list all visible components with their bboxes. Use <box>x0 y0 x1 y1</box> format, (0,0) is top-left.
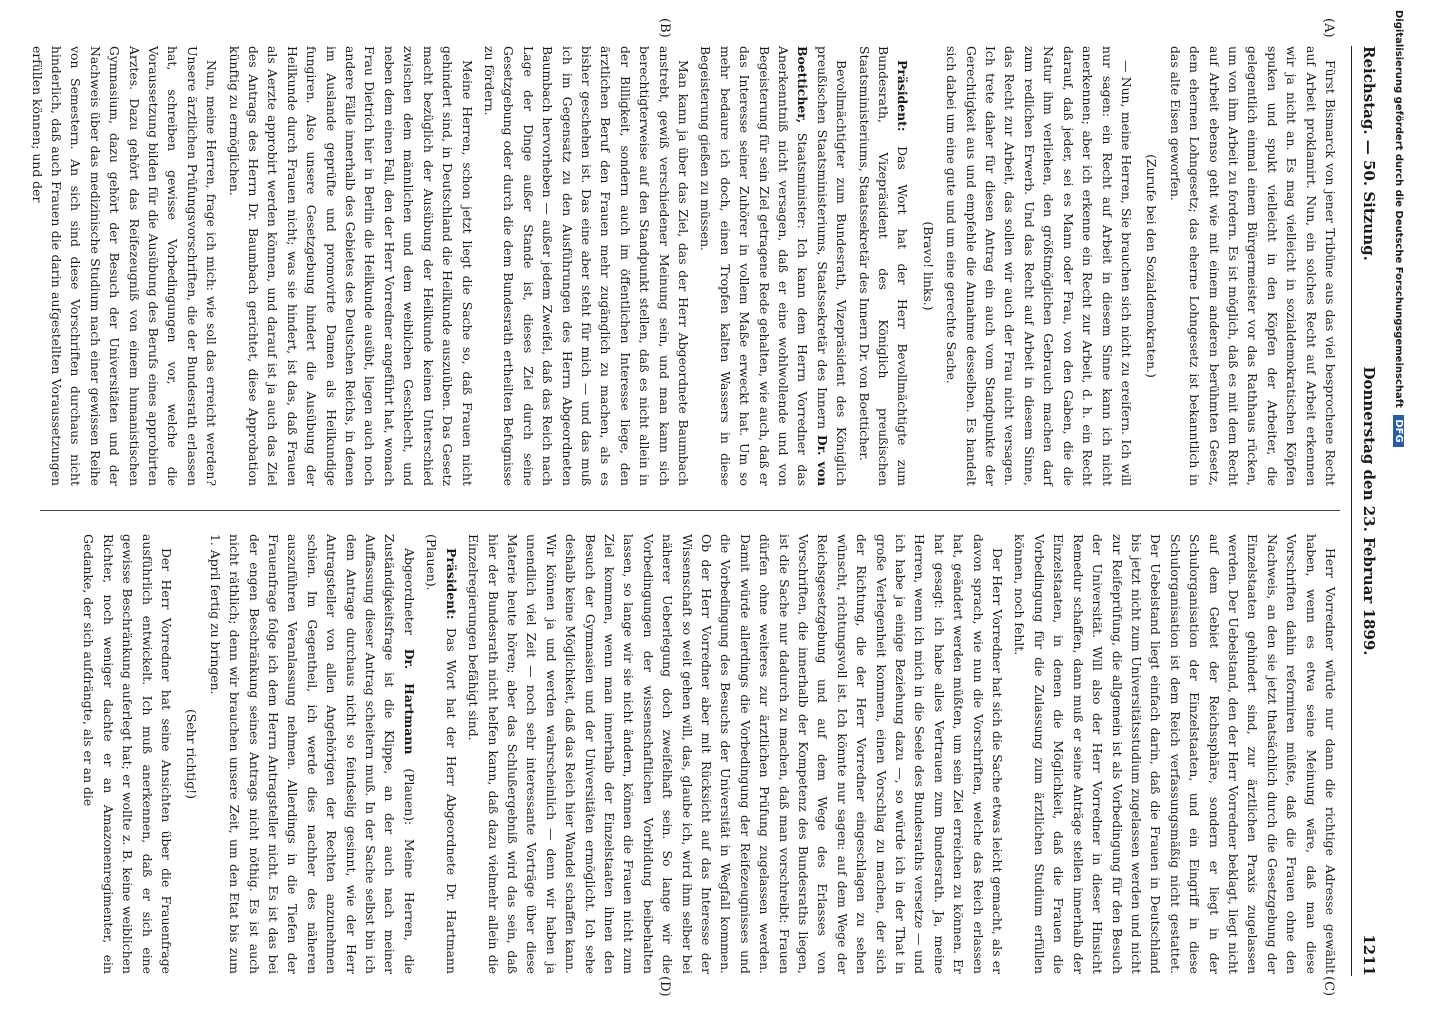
speech-paragraph <box>696 46 851 486</box>
body-paragraph: Herr Vorredner würde nur dann die richtige Adresse gewählt haben, wenn es etwa seine Meinung wäre, daß man diese Vorschriften dahin reformiren müßte, daß die Frauen ohne den Nachweis, an den sie jetzt thatsächlich durch die Gesetzgebung der Einzelstaaten gehindert sind, zur ärztlichen Praxis zugelassen werden. Der Uebelstand, den der Herr Vorredner beklagt, liegt nicht auf dem Gebiet der Reichssphäre, sondern er liegt in der Schulorganisation der Einzelstaaten, und ein Eingriff in diese Schulorganisation ist dem Reich verfassungsmäßig nicht gestattet. Der Uebelstand liegt einfach darin, daß die Frauen in Deutschland bis jetzt nicht zum Universitätsstudium zugelassen werden und nicht zur Reifeprüfung, die allgemein ist als Vorbedingung für den Besuch der Universität. Will also der Herr Vorredner in dieser Hinsicht Remedur schaffen, dann muß er seine Anträge stellen innerhalb der Einzelstaaten, in denen die Möglichkeit, daß die Frauen die Vorbedingung für die Zulassung zum ärztlichen Studium erfüllen können, noch fehlt. <box>1012 534 1338 974</box>
text-columns <box>29 46 1340 976</box>
stage-direction: (Bravo! links.) <box>920 221 936 311</box>
speech-paragraph <box>205 534 418 974</box>
body-paragraph: Der Herr Vorredner hat sich die Sache etwas leicht gemacht, als er davon sprach, wie nun die Vorschriften, welche das Reich erlassen hat, geändert werden müßten, um sein Ziel erreichen zu können. Er hat gesagt: ich habe alles Vertrauen zum Bundesrath. Ja, meine Herren, wenn ich mich in die Seele des Bundesraths versetze — und ich habe ja einige Beziehung dazu —, so würde ich in der That in große Verlegenheit kommen, einen Vorschlag zu machen, der sich der Richtung, die der Herr Vorredner eingeschlagen zu sehen wünscht, richtungsvoll ist. Ich könnte nur sagen: auf dem Wege der Reichsgesetzgebung und auf dem Wege des Erlasses von Vorschriften, die innerhalb der Kompetenz des Bundesraths liegen, ist die Sache nur dadurch zu machen, daß man vorschreibt: Frauen dürfen ohne weiteres zur ärztlichen Prüfung zugelassen werden. Damit würde allerdings die Vorbedingung der Reifezeugnisses und die Vorbedingung des Besuchs der Universität in Wegfall kommen. Ob der Herr Vorredner aber mit Rücksicht auf das Interesse der Wissenschaft so weit gehen will, das, glaube ich, wird ihm selber bei näherer Ueberlegung doch zweifelhaft sein. So lange wir die Vorbedingungen der wissenschaftlichen Vorbildung beibehalten lassen, so lange wir sie nicht ändern, können die Frauen nicht zum Ziel kommen, wenn man innerhalb der Einzelstaaten ihnen den Besuch der Gymnasien und der Universitäten ermöglicht. Ich sehe deshalb keine Möglichkeit, daß das Reich hier Wandel schaffen kann. Wir können ja und werden wahrscheinlich — denn wir haben ja unendlich viel Zeit — noch sehr interessante Vorträge über diese Materie heute hören; aber das Schlußergebniß wird das sein, daß hier der Bundesrath nicht helfen kann, daß dazu vielmehr allein die Einzelregierungen befähigt sind. <box>466 534 1006 974</box>
page-number: 1211 <box>1360 934 1378 976</box>
body-paragraph: Der Herr Vorredner hat seine Ansichten über die Frauenfrage ausführlich entwickelt. Ich muß anerkennen, daß er sich eine gewisse Beschränkung auferlegt hat; er wollte z. B. keine weiblichen Richter, noch weniger dachte er an Amazonenregimenter, ein Gedanke, der sich aufdrängte, als er an die <box>81 534 175 974</box>
body-paragraph: Fürst Bismarck von jener Tribüne aus das viel besprochene Recht auf Arbeit proklamirt. Nun, ein solches Recht auf Arbeit erkennen wir ja nicht an. Es mag vielleicht in sozialdemokratischen Köpfen spuken und spukt vielleicht in den Köpfen der Arbeiter, die gelegentlich einmal einem Bürgermeister vor das Rathhaus rücken, um von ihm Arbeit zu fordern. Es ist möglich, daß es mit dem Recht auf Arbeit ebenso geht wie mit einem anderen berühmten Gesetz, dem ehernen Lohngesetz; das eherne Lohngesetz ist bekanntlich in das alte Eisen geworfen. <box>1167 46 1338 486</box>
body-paragraph: Man kann ja über das Ziel, das der Herr Abgeordnete Baumbach anstrebt, gewiß verschiedener Meinung sein, und man kann sich berechtigterweise auf den Standpunkt stellen, daß es nicht allein in der Billigkeit, sondern auch im öffentlichen Interesse liege, den ärztlichen Beruf den Frauen mehr zugänglich zu machen, als es bisher geschehen ist. Das eine aber steht für mich — und das muß ich im Gegensatz zu den Ausführungen des Herrn Abgeordneten Baumbach hervorheben — außer jedem Zweifel, daß das Reich nach Lage der Dinge außer Stande ist, dieses Ziel durch seine Gesetzgebung oder durch die dem Bundesrath ertheilten Befugnisse zu fördern. <box>481 46 691 486</box>
speaker-role: Bevollmächtigter zum Bundesrath, Vizepräsident des Königlich preußischen Staatsministeriums, Staatssekretär des Innern <box>814 46 850 486</box>
left-column <box>29 46 1340 486</box>
credit-text: Digitalisierung gefördert durch die Deutsche Forschungsgemeinschaft <box>1393 10 1404 408</box>
header-date: Donnerstag den 23. Februar 1899. <box>1360 366 1378 656</box>
speaker-name: Präsident: <box>443 548 459 628</box>
speech-text: Das Wort hat der Herr Bevollmächtigte zum Bundesrath, Vizepräsident des Königlich preußischen Staatsministeriums, Staatssekretär des Innern Dr. von Boetticher. <box>856 46 911 486</box>
speech-paragraph <box>854 46 912 486</box>
speech-text: Das Wort hat der Herr Abgeordnete Dr. Hartmann (Plauen). <box>424 534 459 974</box>
speaker-name: Dr. von Boetticher, <box>795 46 830 486</box>
speech-paragraph <box>422 534 461 974</box>
margin-mark-a: (A) <box>1321 18 1336 38</box>
column-divider <box>40 510 1340 511</box>
right-column <box>40 534 1340 974</box>
margin-mark-c: (C) <box>1321 976 1336 997</box>
digitization-credit <box>1384 10 1404 1010</box>
speech-text: Staatsminister: Ich kann dem Herrn Vorredner das Anerkenntniß nicht versagen, daß er eine wohlwollende und von Begeisterung für sein Ziel getragene Rede gehalten, wie auch, daß er das Interesse seiner Zuhörer in vollem Maße erweckt hat. Um so mehr bedaure ich doch, einen Tropfen kalten Wassers in diese Begeisterung gießen zu müssen. <box>698 46 811 486</box>
body-paragraph: — Nun, meine Herren, Sie brauchen sich nicht zu ereifern. Ich will nur sagen: ein Recht auf Arbeit in diesem Sinne kann ich nicht anerkennen; aber ich erkenne ein Recht zur Arbeit, d. h. ein Recht darauf, daß jeder, sei es Mann oder Frau, von den Gaben, die die Natur ihm verliehen, den größtmöglichen Gebrauch machen darf zum redlichen Erwerb. Und das Recht auf Arbeit in diesem Sinne, das Recht zur Arbeit, das sollen wir auch der Frau nicht versagen. Ich trete daher für diesen Antrag ein auch vom Standpunkte der Gerechtigkeit aus und empfehle die Annahme desselben. Es handelt sich dabei um eine gute und um eine gerechte Sache. <box>944 46 1134 486</box>
body-paragraph: Nun, meine Herren, frage ich mich: wie soll das erreicht werden? Unsere ärztlichen Prüfungsvorschriften, die der Bundesrath erlassen hat, schreiben gewisse Vorbedingungen vor, welche die Voraussetzung bilden für die Ausübung des Berufs eines approbirten Arztes. Dazu gehört das Reifezeugniß von einem humanistischen Gymnasium, dazu gehört der Besuch der Universitäten und der Nachweis über das medizinische Studium nach einer gewissen Reihe von Semestern. An sich sind diese Vorschriften durchaus nicht hinderlich, daß auch Frauen die darin aufgestellten Voraussetzungen erfüllen können; und der <box>29 46 220 486</box>
speaker-name: Präsident: <box>895 60 911 147</box>
stage-direction: (Sehr richtig!) <box>184 709 200 799</box>
speaker-name: Dr. Hartmann <box>401 648 417 769</box>
speaker-role: Abgeordneter <box>401 548 417 649</box>
dfg-logo: DFG <box>1393 415 1404 446</box>
body-paragraph: Meine Herren, schon jetzt liegt die Sache so, daß Frauen nicht gehindert sind, in Deutschland die Heilkunde auszuüben. Das Gesetz macht bezüglich der Ausübung der Heilkunde keinen Unterschied zwischen dem männlichen und dem weiblichen Geschlecht, und neben dem einen Fall, den der Herr Vorredner angeführt hat, wonach Frau Dietrich hier in Berlin die Heilkunde ausübt, liegen auch noch andere Fälle innerhalb des Gebietes des Deutschen Reichs, in denen im Auslande geprüfte und promovirte Damen als Heilkundige fungiren. Also unsere Gesetzgebung hindert die Ausübung der Heilkunde durch Frauen nicht; was sie hindert, ist das, daß Frauen als Aerzte approbirt werden können, und darauf ist ja auch das Ziel des Antrags des Herrn Dr. Baumbach gerichtet, diese Approbation künftig zu ermöglichen. <box>226 46 475 486</box>
speech-text: (Plauen): Meine Herren, die Zuständigkeitsfrage ist die Klippe, an der auch nach meiner Auffassung dieser Antrag scheitern muß. In der Sache selbst bin ich dem Antrage durchaus nicht so feindselig gesinnt, wie der Herr Antragsteller von allen Angehörigen der Rechten anzunehmen schien. Im Gegentheil, ich werde dies nachher des näheren auszuführen Veranlassung nehmen. Allerdings in die Tiefen der Frauenfrage folge ich dem Herrn Antragsteller nicht. Es ist das bei der engen Beschränkung seines Antrags nicht nöthig. Es ist auch nicht räthlich; denn wir brauchen unsere Zeit, um den Etat bis zum 1. April fertig zu bringen. <box>207 534 417 974</box>
header-session: Reichstag. — 50. Sitzung. <box>1360 46 1378 261</box>
page-header <box>1351 46 1386 976</box>
stage-direction: (Zurufe bei den Sozialdemokraten.) <box>1144 154 1160 378</box>
margin-mark-d: (D) <box>657 976 672 997</box>
margin-mark-b: (B) <box>657 18 672 38</box>
